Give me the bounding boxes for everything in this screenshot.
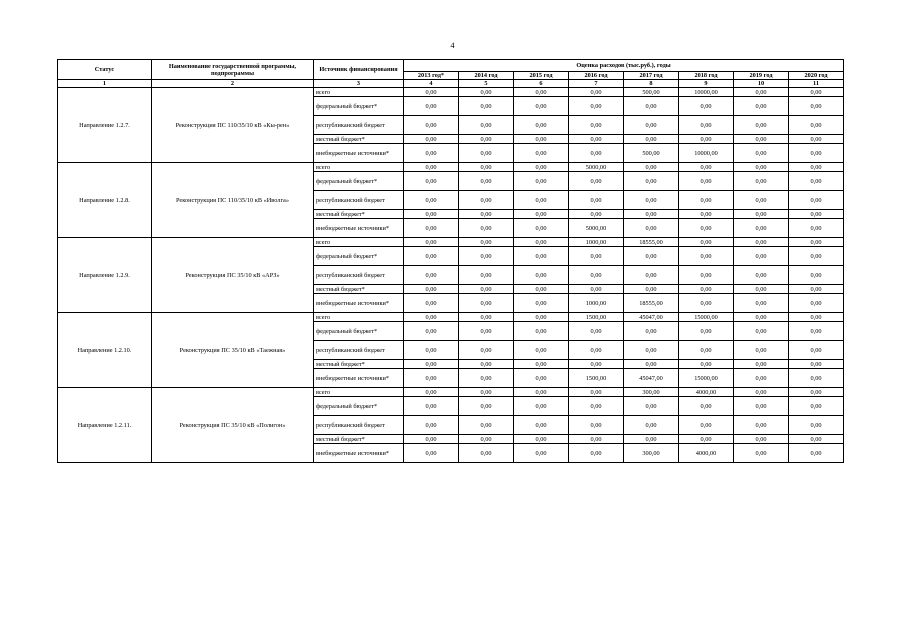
value-cell: 0,00 bbox=[514, 266, 569, 285]
value-cell: 0,00 bbox=[569, 88, 624, 97]
value-cell: 0,00 bbox=[404, 360, 459, 369]
value-cell: 0,00 bbox=[624, 341, 679, 360]
column-number: 1 bbox=[58, 80, 152, 88]
value-cell: 0,00 bbox=[734, 191, 789, 210]
value-cell: 0,00 bbox=[734, 322, 789, 341]
source-cell: республиканский бюджет bbox=[314, 416, 404, 435]
value-cell: 0,00 bbox=[679, 435, 734, 444]
value-cell: 0,00 bbox=[569, 97, 624, 116]
value-cell: 0,00 bbox=[734, 416, 789, 435]
value-cell: 0,00 bbox=[789, 247, 844, 266]
value-cell: 0,00 bbox=[514, 238, 569, 247]
source-cell: всего bbox=[314, 88, 404, 97]
value-cell: 0,00 bbox=[624, 285, 679, 294]
header-year: 2013 год* bbox=[404, 72, 459, 80]
source-cell: местный бюджет* bbox=[314, 360, 404, 369]
value-cell: 0,00 bbox=[459, 135, 514, 144]
column-number: 9 bbox=[679, 80, 734, 88]
value-cell: 0,00 bbox=[624, 360, 679, 369]
column-number: 4 bbox=[404, 80, 459, 88]
value-cell: 0,00 bbox=[789, 135, 844, 144]
value-cell: 0,00 bbox=[459, 444, 514, 463]
value-cell: 0,00 bbox=[404, 322, 459, 341]
status-cell: Направление 1.2.10. bbox=[58, 313, 152, 388]
column-number: 7 bbox=[569, 80, 624, 88]
header-year: 2015 год bbox=[514, 72, 569, 80]
value-cell: 0,00 bbox=[734, 97, 789, 116]
value-cell: 0,00 bbox=[789, 88, 844, 97]
value-cell: 0,00 bbox=[734, 360, 789, 369]
value-cell: 0,00 bbox=[734, 285, 789, 294]
value-cell: 1000,00 bbox=[569, 294, 624, 313]
value-cell: 0,00 bbox=[734, 144, 789, 163]
value-cell: 0,00 bbox=[789, 388, 844, 397]
value-cell: 0,00 bbox=[679, 210, 734, 219]
column-number: 11 bbox=[789, 80, 844, 88]
value-cell: 0,00 bbox=[789, 416, 844, 435]
value-cell: 0,00 bbox=[679, 191, 734, 210]
value-cell: 0,00 bbox=[514, 341, 569, 360]
value-cell: 0,00 bbox=[789, 219, 844, 238]
value-cell: 0,00 bbox=[404, 191, 459, 210]
source-cell: местный бюджет* bbox=[314, 285, 404, 294]
value-cell: 0,00 bbox=[679, 238, 734, 247]
value-cell: 0,00 bbox=[569, 144, 624, 163]
value-cell: 0,00 bbox=[459, 266, 514, 285]
source-cell: внебюджетные источники* bbox=[314, 144, 404, 163]
source-cell: внебюджетные источники* bbox=[314, 369, 404, 388]
status-cell: Направление 1.2.8. bbox=[58, 163, 152, 238]
value-cell: 0,00 bbox=[404, 88, 459, 97]
value-cell: 0,00 bbox=[404, 294, 459, 313]
value-cell: 18555,00 bbox=[624, 238, 679, 247]
column-number: 8 bbox=[624, 80, 679, 88]
value-cell: 45047,00 bbox=[624, 369, 679, 388]
header-status: Статус bbox=[58, 60, 152, 80]
table-row bbox=[58, 238, 844, 247]
value-cell: 0,00 bbox=[734, 88, 789, 97]
value-cell: 500,00 bbox=[624, 88, 679, 97]
source-cell: республиканский бюджет bbox=[314, 191, 404, 210]
table-row bbox=[58, 88, 844, 97]
value-cell: 0,00 bbox=[514, 210, 569, 219]
value-cell: 0,00 bbox=[679, 219, 734, 238]
value-cell: 0,00 bbox=[459, 285, 514, 294]
source-cell: республиканский бюджет bbox=[314, 116, 404, 135]
value-cell: 0,00 bbox=[624, 135, 679, 144]
value-cell: 0,00 bbox=[789, 313, 844, 322]
value-cell: 0,00 bbox=[734, 172, 789, 191]
value-cell: 0,00 bbox=[514, 219, 569, 238]
value-cell: 0,00 bbox=[459, 144, 514, 163]
value-cell: 300,00 bbox=[624, 444, 679, 463]
value-cell: 0,00 bbox=[789, 360, 844, 369]
value-cell: 1500,00 bbox=[569, 313, 624, 322]
status-cell: Направление 1.2.9. bbox=[58, 238, 152, 313]
status-cell: Направление 1.2.11. bbox=[58, 388, 152, 463]
value-cell: 0,00 bbox=[514, 322, 569, 341]
value-cell: 0,00 bbox=[569, 247, 624, 266]
value-cell: 0,00 bbox=[624, 397, 679, 416]
value-cell: 5000,00 bbox=[569, 163, 624, 172]
value-cell: 0,00 bbox=[404, 341, 459, 360]
source-cell: всего bbox=[314, 388, 404, 397]
value-cell: 0,00 bbox=[679, 360, 734, 369]
value-cell: 0,00 bbox=[459, 294, 514, 313]
value-cell: 0,00 bbox=[789, 397, 844, 416]
value-cell: 0,00 bbox=[404, 388, 459, 397]
value-cell: 0,00 bbox=[789, 435, 844, 444]
value-cell: 0,00 bbox=[404, 135, 459, 144]
source-cell: внебюджетные источники* bbox=[314, 219, 404, 238]
value-cell: 0,00 bbox=[624, 435, 679, 444]
value-cell: 0,00 bbox=[789, 144, 844, 163]
value-cell: 0,00 bbox=[789, 369, 844, 388]
value-cell: 0,00 bbox=[679, 416, 734, 435]
value-cell: 0,00 bbox=[624, 247, 679, 266]
value-cell: 0,00 bbox=[404, 416, 459, 435]
value-cell: 15000,00 bbox=[679, 369, 734, 388]
value-cell: 0,00 bbox=[734, 135, 789, 144]
table-body bbox=[58, 88, 844, 463]
value-cell: 0,00 bbox=[514, 435, 569, 444]
value-cell: 0,00 bbox=[734, 435, 789, 444]
value-cell: 0,00 bbox=[789, 163, 844, 172]
value-cell: 0,00 bbox=[679, 322, 734, 341]
program-cell: Реконструкция ПС 110/35/10 кВ «Кы-рен» bbox=[152, 88, 314, 163]
value-cell: 0,00 bbox=[459, 238, 514, 247]
value-cell: 0,00 bbox=[569, 266, 624, 285]
column-number: 2 bbox=[152, 80, 314, 88]
value-cell: 0,00 bbox=[514, 397, 569, 416]
value-cell: 5000,00 bbox=[569, 219, 624, 238]
value-cell: 0,00 bbox=[734, 294, 789, 313]
source-cell: федеральный бюджет* bbox=[314, 172, 404, 191]
value-cell: 0,00 bbox=[624, 191, 679, 210]
source-cell: всего bbox=[314, 163, 404, 172]
source-cell: местный бюджет* bbox=[314, 135, 404, 144]
value-cell: 0,00 bbox=[569, 322, 624, 341]
value-cell: 0,00 bbox=[514, 144, 569, 163]
value-cell: 0,00 bbox=[789, 322, 844, 341]
value-cell: 0,00 bbox=[789, 285, 844, 294]
value-cell: 0,00 bbox=[459, 172, 514, 191]
source-cell: федеральный бюджет* bbox=[314, 397, 404, 416]
value-cell: 0,00 bbox=[624, 97, 679, 116]
source-cell: местный бюджет* bbox=[314, 435, 404, 444]
value-cell: 0,00 bbox=[514, 247, 569, 266]
header-year: 2019 год bbox=[734, 72, 789, 80]
value-cell: 0,00 bbox=[679, 97, 734, 116]
value-cell: 0,00 bbox=[734, 116, 789, 135]
value-cell: 0,00 bbox=[734, 219, 789, 238]
value-cell: 0,00 bbox=[404, 238, 459, 247]
value-cell: 0,00 bbox=[459, 322, 514, 341]
value-cell: 0,00 bbox=[789, 294, 844, 313]
value-cell: 0,00 bbox=[459, 397, 514, 416]
value-cell: 4000,00 bbox=[679, 388, 734, 397]
value-cell: 0,00 bbox=[789, 172, 844, 191]
value-cell: 0,00 bbox=[569, 135, 624, 144]
value-cell: 0,00 bbox=[459, 388, 514, 397]
value-cell: 0,00 bbox=[679, 116, 734, 135]
source-cell: федеральный бюджет* bbox=[314, 247, 404, 266]
value-cell: 0,00 bbox=[459, 369, 514, 388]
value-cell: 0,00 bbox=[514, 116, 569, 135]
value-cell: 0,00 bbox=[734, 210, 789, 219]
page-number: 4 bbox=[450, 41, 455, 50]
value-cell: 0,00 bbox=[459, 341, 514, 360]
value-cell: 0,00 bbox=[789, 97, 844, 116]
source-cell: федеральный бюджет* bbox=[314, 97, 404, 116]
value-cell: 0,00 bbox=[459, 360, 514, 369]
value-cell: 0,00 bbox=[679, 266, 734, 285]
value-cell: 0,00 bbox=[404, 369, 459, 388]
source-cell: местный бюджет* bbox=[314, 210, 404, 219]
value-cell: 0,00 bbox=[624, 210, 679, 219]
column-number: 5 bbox=[459, 80, 514, 88]
value-cell: 0,00 bbox=[789, 341, 844, 360]
value-cell: 45047,00 bbox=[624, 313, 679, 322]
value-cell: 0,00 bbox=[514, 444, 569, 463]
value-cell: 0,00 bbox=[404, 266, 459, 285]
value-cell: 0,00 bbox=[459, 88, 514, 97]
value-cell: 0,00 bbox=[514, 191, 569, 210]
source-cell: внебюджетные источники* bbox=[314, 294, 404, 313]
value-cell: 0,00 bbox=[569, 172, 624, 191]
value-cell: 0,00 bbox=[734, 266, 789, 285]
value-cell: 0,00 bbox=[789, 266, 844, 285]
column-number: 6 bbox=[514, 80, 569, 88]
value-cell: 0,00 bbox=[679, 285, 734, 294]
value-cell: 0,00 bbox=[459, 210, 514, 219]
value-cell: 0,00 bbox=[789, 116, 844, 135]
source-cell: внебюджетные источники* bbox=[314, 444, 404, 463]
value-cell: 0,00 bbox=[459, 219, 514, 238]
value-cell: 0,00 bbox=[569, 416, 624, 435]
program-cell: Реконструкция ПС 35/10 кВ «Полигон» bbox=[152, 388, 314, 463]
value-cell: 0,00 bbox=[624, 172, 679, 191]
value-cell: 0,00 bbox=[459, 247, 514, 266]
expenditure-table bbox=[57, 59, 844, 463]
value-cell: 0,00 bbox=[734, 313, 789, 322]
status-cell: Направление 1.2.7. bbox=[58, 88, 152, 163]
value-cell: 0,00 bbox=[569, 116, 624, 135]
table-row bbox=[58, 388, 844, 397]
header-year: 2020 год bbox=[789, 72, 844, 80]
value-cell: 0,00 bbox=[404, 97, 459, 116]
value-cell: 0,00 bbox=[514, 88, 569, 97]
value-cell: 0,00 bbox=[514, 97, 569, 116]
header-year: 2016 год bbox=[569, 72, 624, 80]
value-cell: 0,00 bbox=[404, 172, 459, 191]
value-cell: 0,00 bbox=[514, 135, 569, 144]
value-cell: 0,00 bbox=[459, 435, 514, 444]
value-cell: 15000,00 bbox=[679, 313, 734, 322]
value-cell: 0,00 bbox=[569, 388, 624, 397]
program-cell: Реконструкция ПС 110/35/10 кВ «Иволга» bbox=[152, 163, 314, 238]
value-cell: 0,00 bbox=[404, 144, 459, 163]
value-cell: 0,00 bbox=[789, 191, 844, 210]
value-cell: 0,00 bbox=[734, 444, 789, 463]
value-cell: 4000,00 bbox=[679, 444, 734, 463]
value-cell: 0,00 bbox=[569, 210, 624, 219]
source-cell: республиканский бюджет bbox=[314, 341, 404, 360]
value-cell: 0,00 bbox=[734, 163, 789, 172]
value-cell: 0,00 bbox=[624, 322, 679, 341]
value-cell: 0,00 bbox=[569, 397, 624, 416]
source-cell: федеральный бюджет* bbox=[314, 322, 404, 341]
source-cell: всего bbox=[314, 313, 404, 322]
header-estimate: Оценка расходов (тыс.руб.), годы bbox=[404, 60, 844, 72]
value-cell: 0,00 bbox=[459, 416, 514, 435]
value-cell: 0,00 bbox=[734, 247, 789, 266]
value-cell: 0,00 bbox=[679, 163, 734, 172]
table-row bbox=[58, 163, 844, 172]
source-cell: всего bbox=[314, 238, 404, 247]
value-cell: 0,00 bbox=[514, 369, 569, 388]
value-cell: 0,00 bbox=[514, 285, 569, 294]
value-cell: 0,00 bbox=[679, 172, 734, 191]
value-cell: 0,00 bbox=[624, 416, 679, 435]
value-cell: 0,00 bbox=[514, 360, 569, 369]
value-cell: 0,00 bbox=[404, 285, 459, 294]
value-cell: 0,00 bbox=[459, 191, 514, 210]
header-source: Источник финансирования bbox=[314, 60, 404, 80]
header-year: 2017 год bbox=[624, 72, 679, 80]
header-year: 2018 год bbox=[679, 72, 734, 80]
value-cell: 1500,00 bbox=[569, 369, 624, 388]
value-cell: 0,00 bbox=[514, 388, 569, 397]
value-cell: 0,00 bbox=[789, 444, 844, 463]
value-cell: 0,00 bbox=[734, 369, 789, 388]
value-cell: 0,00 bbox=[679, 135, 734, 144]
value-cell: 0,00 bbox=[569, 435, 624, 444]
value-cell: 0,00 bbox=[404, 163, 459, 172]
value-cell: 0,00 bbox=[404, 219, 459, 238]
table-row bbox=[58, 313, 844, 322]
program-cell: Реконструкция ПС 35/10 кВ «Таежная» bbox=[152, 313, 314, 388]
column-number: 10 bbox=[734, 80, 789, 88]
value-cell: 1000,00 bbox=[569, 238, 624, 247]
value-cell: 0,00 bbox=[459, 116, 514, 135]
value-cell: 18555,00 bbox=[624, 294, 679, 313]
header-year: 2014 год bbox=[459, 72, 514, 80]
value-cell: 0,00 bbox=[679, 397, 734, 416]
value-cell: 0,00 bbox=[679, 294, 734, 313]
header-program: Наименование государственной программы, подпрограммы bbox=[152, 60, 314, 80]
value-cell: 0,00 bbox=[404, 247, 459, 266]
value-cell: 0,00 bbox=[569, 444, 624, 463]
value-cell: 500,00 bbox=[624, 144, 679, 163]
value-cell: 0,00 bbox=[404, 313, 459, 322]
value-cell: 0,00 bbox=[734, 388, 789, 397]
value-cell: 0,00 bbox=[459, 313, 514, 322]
value-cell: 0,00 bbox=[404, 210, 459, 219]
column-number: 3 bbox=[314, 80, 404, 88]
value-cell: 0,00 bbox=[569, 341, 624, 360]
value-cell: 0,00 bbox=[514, 172, 569, 191]
value-cell: 0,00 bbox=[569, 285, 624, 294]
value-cell: 0,00 bbox=[734, 341, 789, 360]
value-cell: 0,00 bbox=[679, 247, 734, 266]
value-cell: 0,00 bbox=[404, 435, 459, 444]
value-cell: 10000,00 bbox=[679, 88, 734, 97]
value-cell: 0,00 bbox=[734, 397, 789, 416]
source-cell: республиканский бюджет bbox=[314, 266, 404, 285]
value-cell: 0,00 bbox=[624, 163, 679, 172]
value-cell: 0,00 bbox=[624, 266, 679, 285]
value-cell: 0,00 bbox=[404, 397, 459, 416]
value-cell: 0,00 bbox=[459, 163, 514, 172]
value-cell: 0,00 bbox=[404, 444, 459, 463]
value-cell: 0,00 bbox=[569, 191, 624, 210]
value-cell: 0,00 bbox=[624, 219, 679, 238]
value-cell: 0,00 bbox=[624, 116, 679, 135]
value-cell: 0,00 bbox=[514, 163, 569, 172]
value-cell: 0,00 bbox=[679, 341, 734, 360]
value-cell: 0,00 bbox=[514, 294, 569, 313]
value-cell: 0,00 bbox=[789, 238, 844, 247]
value-cell: 0,00 bbox=[789, 210, 844, 219]
value-cell: 0,00 bbox=[459, 97, 514, 116]
value-cell: 0,00 bbox=[734, 238, 789, 247]
value-cell: 0,00 bbox=[514, 416, 569, 435]
value-cell: 10000,00 bbox=[679, 144, 734, 163]
program-cell: Реконструкция ПС 35/10 кВ «АРЗ» bbox=[152, 238, 314, 313]
value-cell: 0,00 bbox=[569, 360, 624, 369]
value-cell: 0,00 bbox=[404, 116, 459, 135]
value-cell: 0,00 bbox=[514, 313, 569, 322]
value-cell: 300,00 bbox=[624, 388, 679, 397]
